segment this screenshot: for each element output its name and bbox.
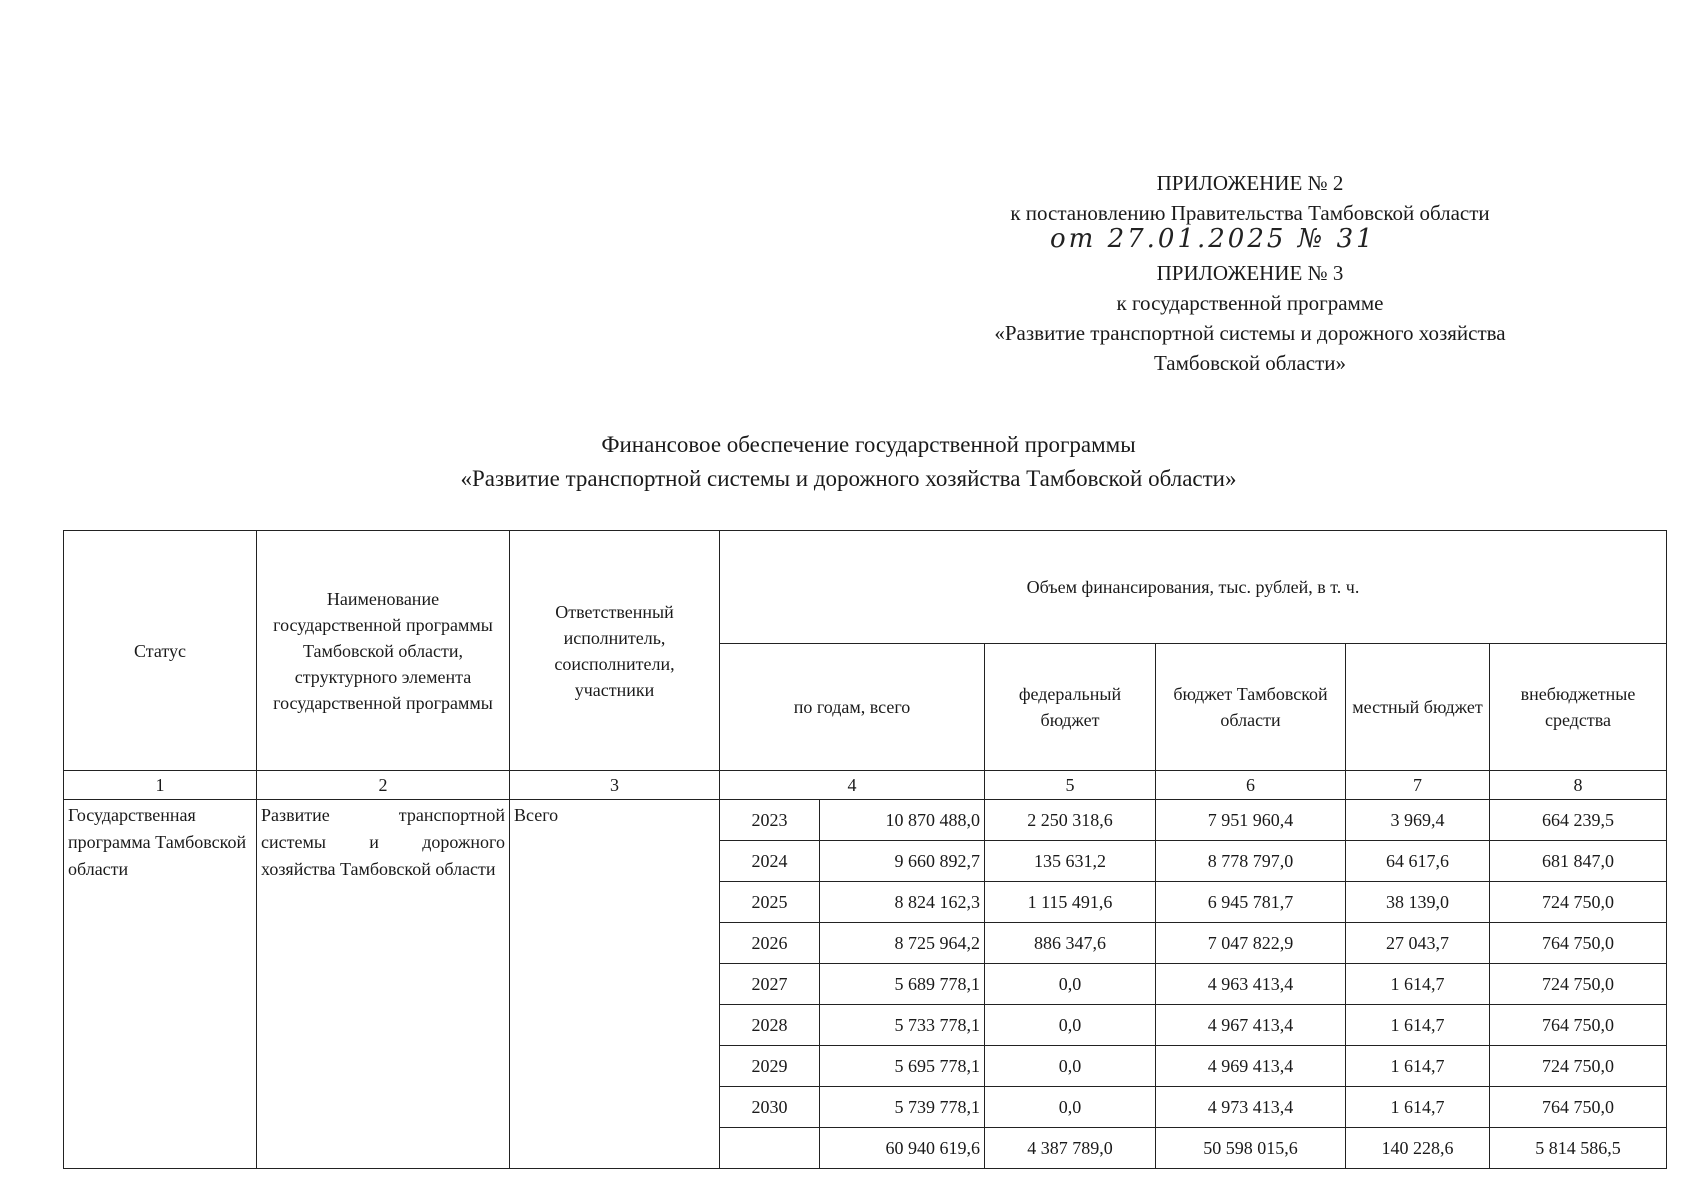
col-number: 3	[510, 771, 720, 800]
total-cell: 8 824 162,3	[820, 882, 985, 923]
col-number: 2	[257, 771, 510, 800]
total-cell: 10 870 488,0	[820, 800, 985, 841]
extra-cell: 724 750,0	[1490, 964, 1667, 1005]
extra-total-cell: 5 814 586,5	[1490, 1128, 1667, 1169]
col-number: 1	[64, 771, 257, 800]
title-line-1: Финансовое обеспечение государственной программы	[601, 432, 1136, 457]
local-cell: 27 043,7	[1346, 923, 1490, 964]
extra-cell: 664 239,5	[1490, 800, 1667, 841]
extra-cell: 724 750,0	[1490, 882, 1667, 923]
appendix-2-label: ПРИЛОЖЕНИЕ № 2	[1156, 171, 1344, 195]
federal-cell: 0,0	[985, 1046, 1156, 1087]
regional-total-cell: 50 598 015,6	[1156, 1128, 1346, 1169]
federal-cell: 1 115 491,6	[985, 882, 1156, 923]
executor-cell: Всего	[510, 800, 720, 1169]
extra-cell: 764 750,0	[1490, 923, 1667, 964]
year-cell: 2024	[720, 841, 820, 882]
column-numbers-row	[64, 771, 1667, 800]
extra-cell: 724 750,0	[1490, 1046, 1667, 1087]
regional-cell: 8 778 797,0	[1156, 841, 1346, 882]
grand-total-cell: 60 940 619,6	[820, 1128, 985, 1169]
year-cell: 2030	[720, 1087, 820, 1128]
table-row	[64, 800, 1667, 841]
header-name: Наименование государственной программы Тамбовской области, структурного элемента государственной программы	[257, 531, 510, 771]
regional-cell: 4 963 413,4	[1156, 964, 1346, 1005]
extra-cell: 764 750,0	[1490, 1087, 1667, 1128]
program-name-cell: Развитие транспортной системы и дорожного хозяйства Тамбовской области	[257, 800, 510, 1169]
regional-cell: 6 945 781,7	[1156, 882, 1346, 923]
local-cell: 38 139,0	[1346, 882, 1490, 923]
year-cell: 2027	[720, 964, 820, 1005]
appendix-header	[900, 168, 1600, 378]
federal-cell: 135 631,2	[985, 841, 1156, 882]
regional-cell: 4 973 413,4	[1156, 1087, 1346, 1128]
local-cell: 1 614,7	[1346, 1046, 1490, 1087]
federal-cell: 2 250 318,6	[985, 800, 1156, 841]
federal-total-cell: 4 387 789,0	[985, 1128, 1156, 1169]
document-title	[0, 428, 1697, 496]
total-cell: 5 733 778,1	[820, 1005, 985, 1046]
year-cell: 2026	[720, 923, 820, 964]
federal-cell: 0,0	[985, 1005, 1156, 1046]
col-number: 6	[1156, 771, 1346, 800]
extra-cell: 764 750,0	[1490, 1005, 1667, 1046]
local-cell: 1 614,7	[1346, 1087, 1490, 1128]
extra-cell: 681 847,0	[1490, 841, 1667, 882]
header-by-years: по годам, всего	[720, 644, 985, 771]
financing-table	[63, 530, 1667, 1169]
local-cell: 64 617,6	[1346, 841, 1490, 882]
regional-cell: 7 951 960,4	[1156, 800, 1346, 841]
header-status: Статус	[64, 531, 257, 771]
total-cell: 8 725 964,2	[820, 923, 985, 964]
total-cell: 5 689 778,1	[820, 964, 985, 1005]
col-number: 8	[1490, 771, 1667, 800]
header-row-1	[64, 531, 1667, 644]
federal-cell: 0,0	[985, 964, 1156, 1005]
year-cell: 2029	[720, 1046, 820, 1087]
regional-cell: 7 047 822,9	[1156, 923, 1346, 964]
year-cell: 2028	[720, 1005, 820, 1046]
col-number: 7	[1346, 771, 1490, 800]
header-regional: бюджет Тамбовской области	[1156, 644, 1346, 771]
handwritten-date-number: от 27.01.2025 № 31	[1050, 224, 1376, 254]
resolution-reference: к постановлению Правительства Тамбовской области	[1010, 201, 1490, 225]
local-cell: 1 614,7	[1346, 964, 1490, 1005]
year-cell: 2023	[720, 800, 820, 841]
title-line-2: «Развитие транспортной системы и дорожного хозяйства Тамбовской области»	[460, 466, 1237, 491]
total-cell: 5 739 778,1	[820, 1087, 985, 1128]
federal-cell: 0,0	[985, 1087, 1156, 1128]
regional-cell: 4 967 413,4	[1156, 1005, 1346, 1046]
federal-cell: 886 347,6	[985, 923, 1156, 964]
year-cell-empty	[720, 1128, 820, 1169]
col-number: 4	[720, 771, 985, 800]
total-cell: 5 695 778,1	[820, 1046, 985, 1087]
total-cell: 9 660 892,7	[820, 841, 985, 882]
regional-cell: 4 969 413,4	[1156, 1046, 1346, 1087]
col-number: 5	[985, 771, 1156, 800]
local-cell: 3 969,4	[1346, 800, 1490, 841]
program-name-line-1: «Развитие транспортной системы и дорожного хозяйства	[994, 321, 1506, 345]
program-name-line-2: Тамбовской области»	[1153, 351, 1347, 375]
header-local: местный бюджет	[1346, 644, 1490, 771]
header-federal: федеральный бюджет	[985, 644, 1156, 771]
year-cell: 2025	[720, 882, 820, 923]
header-executor: Ответственный исполнитель, соисполнители, участники	[510, 531, 720, 771]
appendix-3-label: ПРИЛОЖЕНИЕ № 3	[1156, 261, 1344, 285]
header-funding: Объем финансирования, тыс. рублей, в т. ч.	[720, 531, 1667, 644]
to-program-label: к государственной программе	[1116, 291, 1384, 315]
local-total-cell: 140 228,6	[1346, 1128, 1490, 1169]
header-extra: внебюджетные средства	[1490, 644, 1667, 771]
status-cell: Государственная программа Тамбовской области	[64, 800, 257, 1169]
local-cell: 1 614,7	[1346, 1005, 1490, 1046]
